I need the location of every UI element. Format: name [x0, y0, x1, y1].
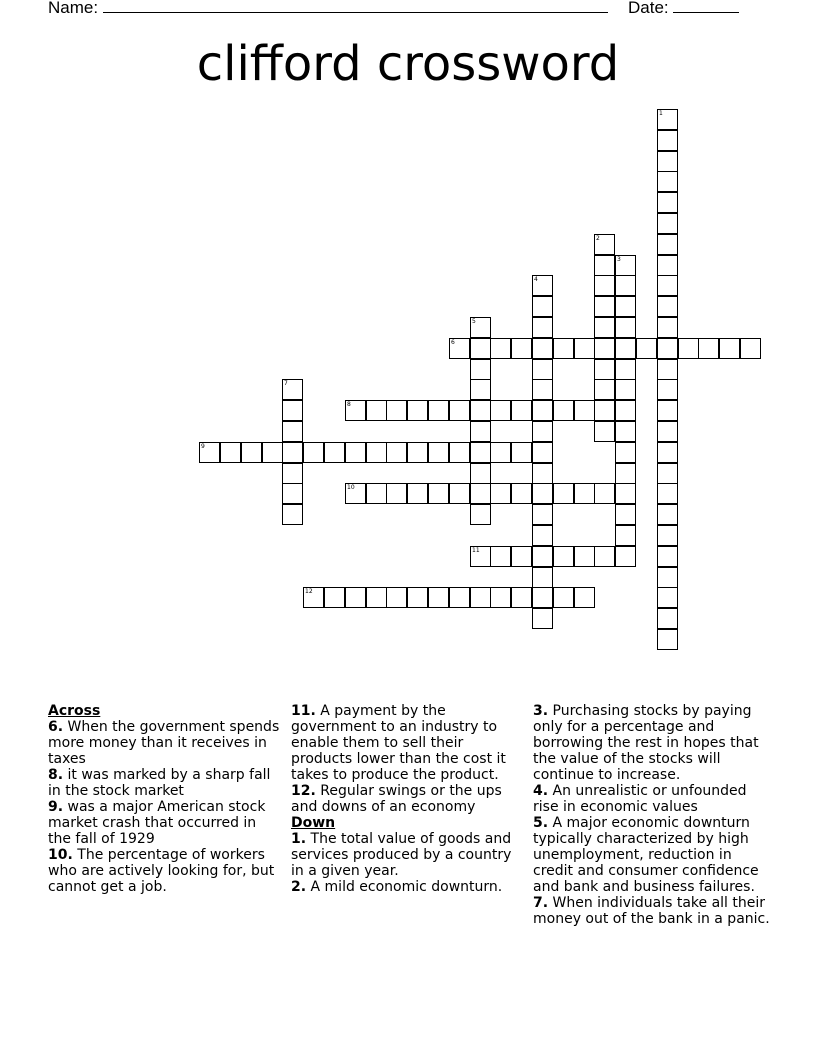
grid-cell[interactable] [490, 442, 511, 463]
grid-cell[interactable] [345, 442, 366, 463]
grid-cell[interactable] [594, 546, 615, 567]
grid-cell[interactable] [657, 359, 678, 380]
clue-column-3 [533, 703, 771, 927]
grid-cell[interactable] [366, 400, 387, 421]
grid-cell[interactable] [324, 587, 345, 608]
grid-cell[interactable] [657, 587, 678, 608]
grid-cell[interactable] [594, 275, 615, 296]
grid-cell[interactable] [615, 504, 636, 525]
grid-cell[interactable] [532, 317, 553, 338]
grid-cell[interactable] [532, 504, 553, 525]
grid-cell[interactable] [657, 608, 678, 629]
clue-text: Regular swings or the ups and downs of an economy [291, 783, 502, 815]
grid-cell[interactable] [594, 296, 615, 317]
grid-cell[interactable] [470, 463, 491, 484]
grid-cell[interactable] [594, 234, 615, 255]
grid-cell[interactable] [282, 463, 303, 484]
clue-item [533, 703, 771, 783]
cell-number: 1 [659, 110, 663, 117]
clue-text: Purchasing stocks by paying only for a percentage and borrowing the rest in hopes that the value of the stocks will continue to increase. [533, 703, 759, 783]
grid-cell[interactable] [574, 400, 595, 421]
clue-number: 3. [533, 703, 549, 719]
grid-cell[interactable] [386, 442, 407, 463]
grid-cell[interactable] [386, 483, 407, 504]
grid-cell[interactable] [532, 483, 553, 504]
grid-cell[interactable] [532, 338, 553, 359]
clue-list-col2-down [291, 831, 519, 895]
clue-number: 12. [291, 783, 316, 799]
clue-text: When individuals take all their money out of the bank in a panic. [533, 895, 770, 927]
grid-cell[interactable] [282, 483, 303, 504]
clue-number: 11. [291, 703, 316, 719]
clue-item [48, 847, 283, 895]
grid-cell[interactable] [428, 483, 449, 504]
grid-cell[interactable] [594, 483, 615, 504]
grid-cell[interactable] [449, 400, 470, 421]
cell-number: 10 [347, 484, 355, 491]
clue-number: 10. [48, 847, 73, 863]
date-label: Date: [628, 0, 669, 17]
grid-cell[interactable] [282, 400, 303, 421]
clue-item [533, 783, 771, 815]
clue-item [291, 879, 519, 895]
cell-number: 6 [451, 339, 455, 346]
grid-cell[interactable] [490, 587, 511, 608]
grid-cell[interactable] [282, 421, 303, 442]
grid-cell[interactable] [657, 192, 678, 213]
grid-cell[interactable] [532, 567, 553, 588]
grid-cell[interactable] [303, 442, 324, 463]
grid-cell[interactable] [657, 379, 678, 400]
grid-cell[interactable] [657, 525, 678, 546]
grid-cell[interactable] [532, 587, 553, 608]
grid-cell[interactable] [594, 421, 615, 442]
clue-number: 5. [533, 815, 549, 831]
grid-cell[interactable] [574, 483, 595, 504]
grid-cell[interactable] [532, 546, 553, 567]
grid-cell[interactable] [657, 400, 678, 421]
grid-cell[interactable] [449, 338, 470, 359]
grid-cell[interactable] [532, 400, 553, 421]
grid-cell[interactable] [470, 587, 491, 608]
clue-column-2 [291, 703, 519, 895]
grid-cell[interactable] [470, 338, 491, 359]
grid-cell[interactable] [532, 359, 553, 380]
grid-cell[interactable] [386, 587, 407, 608]
clue-text: An unrealistic or unfounded rise in economic values [533, 783, 747, 815]
grid-cell[interactable] [740, 338, 761, 359]
clue-text: A payment by the government to an industry to enable them to sell their products lower than the cost it takes to produce the product. [291, 703, 506, 783]
grid-cell[interactable] [615, 442, 636, 463]
grid-cell[interactable] [657, 567, 678, 588]
grid-cell[interactable] [594, 255, 615, 276]
grid-cell[interactable] [615, 317, 636, 338]
clue-item [291, 703, 519, 783]
clue-item [48, 767, 283, 799]
clue-text: was a major American stock market crash that occurred in the fall of 1929 [48, 799, 266, 847]
grid-cell[interactable] [594, 317, 615, 338]
grid-cell[interactable] [511, 483, 532, 504]
grid-cell[interactable] [428, 400, 449, 421]
grid-cell[interactable] [511, 338, 532, 359]
cell-number: 5 [472, 318, 476, 325]
grid-cell[interactable] [719, 338, 740, 359]
grid-cell[interactable] [407, 587, 428, 608]
grid-cell[interactable] [574, 546, 595, 567]
grid-cell[interactable] [407, 483, 428, 504]
grid-cell[interactable] [470, 421, 491, 442]
grid-cell[interactable] [657, 504, 678, 525]
grid-cell[interactable] [594, 400, 615, 421]
grid-cell[interactable] [303, 587, 324, 608]
grid-cell[interactable] [282, 442, 303, 463]
grid-cell[interactable] [490, 338, 511, 359]
grid-cell[interactable] [470, 483, 491, 504]
grid-cell[interactable] [615, 296, 636, 317]
grid-cell[interactable] [615, 525, 636, 546]
clue-text: A major economic downturn typically characterized by high unemployment, reduction in credit and consumer confidence and bank and business failures. [533, 815, 759, 895]
grid-cell[interactable] [345, 400, 366, 421]
grid-cell[interactable] [366, 483, 387, 504]
grid-cell[interactable] [657, 151, 678, 172]
clue-text: The total value of goods and services produced by a country in a given year. [291, 831, 512, 879]
clue-list-col1 [48, 719, 283, 895]
grid-cell[interactable] [407, 400, 428, 421]
grid-cell[interactable] [490, 546, 511, 567]
clue-text: The percentage of workers who are actively looking for, but cannot get a job. [48, 847, 275, 895]
clue-item [48, 719, 283, 767]
grid-cell[interactable] [470, 546, 491, 567]
across-heading: Across [48, 703, 101, 719]
grid-cell[interactable] [657, 171, 678, 192]
grid-cell[interactable] [594, 359, 615, 380]
grid-cell[interactable] [532, 608, 553, 629]
grid-cell[interactable] [470, 504, 491, 525]
grid-cell[interactable] [574, 587, 595, 608]
clue-number: 4. [533, 783, 549, 799]
grid-cell[interactable] [511, 400, 532, 421]
grid-cell[interactable] [407, 442, 428, 463]
grid-cell[interactable] [657, 109, 678, 130]
grid-cell[interactable] [636, 338, 657, 359]
grid-cell[interactable] [199, 442, 220, 463]
clue-column-1 [48, 703, 283, 895]
clue-item [291, 831, 519, 879]
grid-cell[interactable] [678, 338, 699, 359]
grid-cell[interactable] [657, 275, 678, 296]
grid-cell[interactable] [615, 379, 636, 400]
clue-number: 1. [291, 831, 307, 847]
grid-cell[interactable] [449, 587, 470, 608]
grid-cell[interactable] [262, 442, 283, 463]
grid-cell[interactable] [345, 483, 366, 504]
grid-cell[interactable] [470, 359, 491, 380]
grid-cell[interactable] [511, 442, 532, 463]
grid-cell[interactable] [532, 525, 553, 546]
clue-list-col3 [533, 703, 771, 927]
clue-item [533, 895, 771, 927]
page-title: clifford crossword [196, 36, 620, 92]
cell-number: 2 [596, 235, 600, 242]
cell-number: 11 [472, 547, 480, 554]
grid-cell[interactable] [657, 463, 678, 484]
grid-cell[interactable] [657, 629, 678, 650]
cell-number: 3 [617, 256, 621, 263]
cell-number: 7 [284, 380, 288, 387]
clue-number: 6. [48, 719, 64, 735]
grid-cell[interactable] [490, 483, 511, 504]
cell-number: 12 [305, 588, 313, 595]
grid-cell[interactable] [366, 442, 387, 463]
grid-cell[interactable] [511, 587, 532, 608]
clue-number: 9. [48, 799, 64, 815]
grid-cell[interactable] [657, 234, 678, 255]
grid-cell[interactable] [553, 400, 574, 421]
grid-cell[interactable] [428, 587, 449, 608]
grid-cell[interactable] [553, 587, 574, 608]
grid-cell[interactable] [657, 338, 678, 359]
grid-cell[interactable] [324, 442, 345, 463]
grid-cell[interactable] [220, 442, 241, 463]
grid-cell[interactable] [615, 546, 636, 567]
grid-cell[interactable] [345, 587, 366, 608]
grid-cell[interactable] [657, 317, 678, 338]
clue-text: A mild economic downturn. [306, 879, 503, 895]
grid-cell[interactable] [657, 130, 678, 151]
grid-cell[interactable] [449, 442, 470, 463]
grid-cell[interactable] [386, 400, 407, 421]
grid-cell[interactable] [615, 255, 636, 276]
grid-cell[interactable] [574, 338, 595, 359]
grid-cell[interactable] [553, 483, 574, 504]
clue-item [291, 783, 519, 815]
grid-cell[interactable] [490, 400, 511, 421]
grid-cell[interactable] [553, 546, 574, 567]
cell-number: 8 [347, 401, 351, 408]
grid-cell[interactable] [615, 275, 636, 296]
clue-number: 8. [48, 767, 64, 783]
grid-cell[interactable] [657, 546, 678, 567]
grid-cell[interactable] [615, 338, 636, 359]
grid-cell[interactable] [615, 483, 636, 504]
grid-cell[interactable] [532, 275, 553, 296]
grid-cell[interactable] [428, 442, 449, 463]
grid-cell[interactable] [594, 379, 615, 400]
grid-cell[interactable] [470, 379, 491, 400]
clue-text: it was marked by a sharp fall in the stock market [48, 767, 271, 799]
grid-cell[interactable] [657, 255, 678, 276]
grid-cell[interactable] [532, 442, 553, 463]
grid-cell[interactable] [282, 379, 303, 400]
name-label: Name: [48, 0, 99, 17]
cell-number: 9 [201, 443, 205, 450]
down-heading: Down [291, 815, 336, 831]
grid-cell[interactable] [657, 296, 678, 317]
grid-cell[interactable] [657, 442, 678, 463]
grid-cell[interactable] [532, 463, 553, 484]
clue-list-col2-across [291, 703, 519, 815]
grid-cell[interactable] [470, 400, 491, 421]
grid-cell[interactable] [553, 338, 574, 359]
grid-cell[interactable] [615, 463, 636, 484]
grid-cell[interactable] [698, 338, 719, 359]
grid-cell[interactable] [282, 504, 303, 525]
grid-cell[interactable] [366, 587, 387, 608]
clue-text: When the government spends more money than it receives in taxes [48, 719, 280, 767]
grid-cell[interactable] [449, 483, 470, 504]
grid-cell[interactable] [511, 546, 532, 567]
grid-cell[interactable] [594, 338, 615, 359]
grid-cell[interactable] [470, 442, 491, 463]
cell-number: 4 [534, 276, 538, 283]
clue-item [533, 815, 771, 895]
grid-cell[interactable] [615, 421, 636, 442]
grid-cell[interactable] [657, 421, 678, 442]
grid-cell[interactable] [532, 421, 553, 442]
grid-cell[interactable] [532, 379, 553, 400]
clue-number: 2. [291, 879, 307, 895]
grid-cell[interactable] [532, 296, 553, 317]
grid-cell[interactable] [241, 442, 262, 463]
clue-item [48, 799, 283, 847]
grid-cell[interactable] [615, 359, 636, 380]
grid-cell[interactable] [615, 400, 636, 421]
clue-number: 7. [533, 895, 549, 911]
grid-cell[interactable] [657, 213, 678, 234]
grid-cell[interactable] [470, 317, 491, 338]
grid-cell[interactable] [657, 483, 678, 504]
